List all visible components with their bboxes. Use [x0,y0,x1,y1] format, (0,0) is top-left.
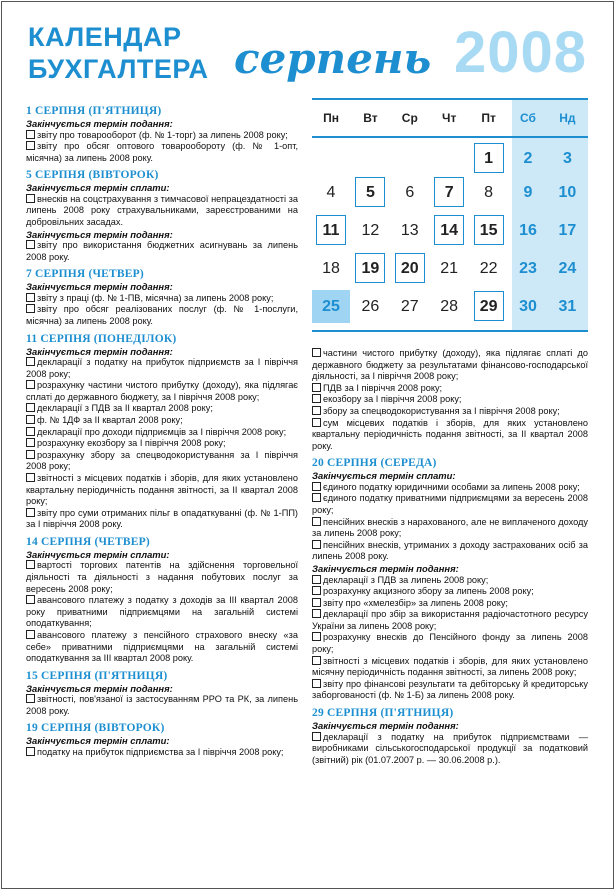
deadline-item [312,383,588,395]
calendar-day-number: 1 [474,143,504,173]
checkbox-icon [312,609,321,618]
calendar-day: 28 [440,298,459,315]
checkbox-icon [312,348,321,357]
checkbox-icon [26,630,35,639]
calendar-day [430,176,468,209]
deadline-item [312,348,588,383]
checkbox-icon [312,493,321,502]
deadline-item-text: звіту про «хмелезбір» за липень 2008 року; [323,597,508,608]
deadline-subheading: Закінчується термін подання: [26,281,173,293]
checkbox-icon [312,732,321,741]
checkbox-icon [26,560,35,569]
page-header [2,2,615,98]
weekday-header: Ср [401,111,418,125]
deadline-item [26,450,298,473]
calendar-day: 9 [523,184,533,201]
deadline-item [312,482,588,494]
deadline-item [26,473,298,508]
checkbox-icon [312,406,321,415]
deadline-subheading: Закінчується термін подання: [26,345,173,357]
checkbox-icon [312,383,321,392]
deadline-item-text: пенсійних внесків, утриманих з доходу застрахованих осіб за липень 2008 року. [312,539,588,562]
calendar-day: 10 [558,184,577,201]
calendar-day-number: 15 [474,215,504,245]
calendar-day: 27 [400,298,419,315]
calendar-day [470,290,508,323]
deadline-item [312,586,588,598]
deadline-item [26,130,298,142]
checkbox-icon [312,418,321,427]
checkbox-icon [26,508,35,517]
date-heading: 11 СЕРПНЯ (ПОНЕДІЛОК) [26,332,177,345]
deadline-item [312,493,588,516]
title-line-2: БУХГАЛТЕРА [28,54,209,84]
deadline-item-text: декларації з ПДВ за липень 2008 року; [323,574,489,585]
calendar-day: 4 [326,184,336,201]
deadline-item [312,598,588,610]
year-title: 2008 [454,20,588,85]
calendar-day-number: 11 [316,215,346,245]
deadline-item [26,747,298,759]
date-heading: 19 СЕРПНЯ (ВІВТОРОК) [26,722,165,735]
deadline-item-text: звіту про суми отриманих пільг в опадаткуванні (ф. № 1-ПП) за І півріччя 2008 року. [26,507,298,530]
checkbox-icon [312,482,321,491]
checkbox-icon [26,240,35,249]
deadline-item [26,357,298,380]
calendar-day: 22 [479,260,498,277]
checkbox-icon [26,415,35,424]
date-heading: 29 СЕРПНЯ (П'ЯТНИЦЯ) [312,707,454,720]
deadline-item [312,418,588,453]
deadline-item-text: звітності, пов'язаної із застосуванням РРО та РК, за липень 2008 року. [26,694,298,716]
deadline-item [312,656,588,679]
deadline-item-text: сум місцевих податків і зборів, для яких установлено квартальну періодичність подання звітності, за ІІ квартал 2008 року. [312,417,588,451]
deadline-item [312,609,588,632]
deadline-item-text: декларації з податку на прибуток підприємств за І півріччя 2008 року; [26,357,298,379]
deadline-item [26,194,298,229]
date-heading: 5 СЕРПНЯ (ВІВТОРОК) [26,169,159,182]
deadline-item-text: декларації з ПДВ за ІІ квартал 2008 року; [37,403,213,414]
deadline-item [26,595,298,630]
deadline-item-text: розрахунку акцизного збору за липень 2008 року; [323,586,534,597]
deadline-item-text: авансового платежу з податку з доходів за ІІІ квартал 2008 року приватними підприємцями на загальній системі оподаткування; [26,595,298,629]
date-heading: 7 СЕРПНЯ (ЧЕТВЕР) [26,268,144,281]
calendar-day: 8 [484,184,494,201]
deadline-subheading: Закінчується термін сплати: [312,470,456,482]
deadline-subheading: Закінчується термін сплати: [26,548,170,560]
checkbox-icon [26,427,35,436]
checkbox-icon [26,141,35,150]
calendar-day-number: 7 [434,177,464,207]
deadline-item-text: декларації про збір за використання радіочастотного ресурсу України за липень 2008 року; [312,609,588,631]
checkbox-icon [312,632,321,641]
deadline-subheading: Закінчується термін сплати: [26,182,170,194]
right-deadlines-column [312,348,588,766]
deadline-item [312,575,588,587]
deadline-item-text: звіту про товарооборот (ф. № 1-торг) за липень 2008 року; [37,129,288,140]
calendar-day-number: 5 [355,177,385,207]
deadline-subheading: Закінчується термін подання: [312,720,459,732]
deadline-item [26,240,298,263]
checkbox-icon [312,517,321,526]
deadline-item-text: звіту з праці (ф. № 1-ПВ, місячна) за липень 2008 року; [37,292,274,303]
checkbox-icon [312,656,321,665]
deadline-item-text: розрахунку частини чистого прибутку (доходу), яка підлягає сплаті до державного бюджету, за І півріччя 2008 року; [26,380,298,402]
deadline-item-text: звіту про обсяг реалізованих послуг (ф. № 1-послуги, місячна) за липень 2008 року. [26,304,298,326]
checkbox-icon [312,586,321,595]
checkbox-icon [312,394,321,403]
calendar-day: 25 [312,290,350,323]
deadline-item-text: внесків на соцстрахування з тимчасової непрацездатності за липень 2008 року страхувальниками, зареєстрованими на добровільних засадах. [26,193,298,227]
calendar-day [470,214,508,247]
deadline-item [26,560,298,595]
deadline-item-text: розрахунку екозбору за І півріччя 2008 року; [37,438,226,449]
deadline-item-text: звіту про фінансові результати та дебіторську й кредиторську заборгованості (ф. № 1-Б) за липень 2008 року. [312,678,588,701]
deadline-item [26,304,298,327]
deadline-item [26,508,298,531]
deadline-item [312,540,588,563]
checkbox-icon [26,473,35,482]
checkbox-icon [26,450,35,459]
deadline-subheading: Закінчується термін подання: [26,118,173,129]
calendar-day [470,142,508,175]
calendar-day: 3 [562,150,572,167]
checkbox-icon [26,380,35,389]
checkbox-icon [26,403,35,412]
deadline-subheading: Закінчується термін сплати: [26,735,170,747]
deadline-item [26,403,298,415]
calendar-page [1,1,614,889]
checkbox-icon [26,747,35,756]
deadline-item-text: вартості торгових патентів на здійснення торговельної діяльності та діяльності з надання побутових послуг за вересень 2008 року; [26,560,298,594]
deadline-item-text: звітності з місцевих податків і зборів, для яких установлено місячну періодичність подання звітності, за липень 2008 року; [312,655,588,678]
deadline-item-text: декларації з податку на прибуток підприємствами — виробниками сільськогосподарської продукції за податковий (звітний) рік (01.07.2007 р. — 30.06.2008 р.). [312,731,588,765]
calendar-day: 2 [523,150,533,167]
deadline-item-text: звіту про обсяг оптового товарообороту (ф. № 1-опт, місячна) за липень 2008 року. [26,141,298,163]
deadline-item-text: звіту про використання бюджетних асигнувань за липень 2008 року. [26,240,298,262]
weekday-header: Вт [363,111,378,125]
calendar-bottom-rule [312,330,588,332]
calendar-day: 21 [440,260,459,277]
checkbox-icon [26,438,35,447]
deadline-item [312,632,588,655]
calendar-day: 31 [558,298,577,315]
checkbox-icon [26,293,35,302]
date-heading: 15 СЕРПНЯ (П'ЯТНИЦЯ) [26,669,168,682]
deadline-item-text: податку на прибуток підприємства за І півріччя 2008 року; [37,746,284,757]
checkbox-icon [26,304,35,313]
calendar-day-number: 19 [355,253,385,283]
calendar-day: 30 [519,298,537,315]
deadline-item [26,438,298,450]
deadline-item [312,406,588,418]
deadline-item [26,141,298,164]
date-heading: 20 СЕРПНЯ (СЕРЕДА) [312,457,437,470]
deadline-item-text: екозбору за І півріччя 2008 року; [323,394,462,405]
deadline-item-text: звітності з місцевих податків і зборів, для яких установлено квартальну періодичність подання звітності, за ІІ квартал 2008 року; [26,472,298,507]
calendar-day: 16 [519,222,537,239]
calendar-day: 24 [558,260,577,277]
calendar-day [351,176,389,209]
deadline-item-text: збору за спецводокористування за І півріччя 2008 року; [323,405,560,416]
left-deadlines-column [26,100,298,759]
checkbox-icon [312,598,321,607]
checkbox-icon [26,194,35,203]
deadline-item-text: декларації про доходи підприємців за І півріччя 2008 року; [37,426,287,437]
calendar-day [312,214,350,247]
weekday-header: Нд [559,111,576,125]
calendar-day: 13 [400,222,419,239]
deadline-item [312,394,588,406]
calendar-day: 6 [405,184,415,201]
deadline-item-text: авансового платежу з пенсійного страхового внеску «за себе» приватними підприємцями на загальній системі оподаткування за ІІІ квартал 2008 року. [26,630,298,664]
calendar-day [391,252,429,285]
month-title: серпень [234,34,432,83]
deadline-item-text: ф. № 1ДФ за ІІ квартал 2008 року; [37,415,183,425]
checkbox-icon [26,130,35,139]
deadline-subheading: Закінчується термін подання: [26,682,173,694]
deadline-item [312,679,588,702]
checkbox-icon [26,694,35,703]
deadline-item-text: розрахунку збору за спецводокористування за І півріччя 2008 року; [26,449,298,472]
checkbox-icon [312,575,321,584]
calendar-day: 23 [519,260,537,277]
deadline-item [26,293,298,305]
month-calendar-grid [312,98,588,330]
date-heading: 1 СЕРПНЯ (П'ЯТНИЦЯ) [26,105,162,117]
calendar-day: 12 [361,222,380,239]
calendar-day: 18 [322,260,340,277]
calendar-day-number: 20 [395,253,425,283]
weekday-header: Чт [442,111,457,125]
deadline-item [312,517,588,540]
deadline-item [26,630,298,665]
deadline-item [26,694,298,717]
deadline-item [26,380,298,403]
checkbox-icon [26,357,35,366]
checkbox-icon [312,679,321,688]
weekday-header: Пн [323,111,339,125]
deadline-subheading: Закінчується термін подання: [312,563,459,574]
deadline-item-text: пенсійних внесків з нарахованого, але не виплаченого доходу за липень 2008 року; [312,516,588,539]
deadline-item-text: ПДВ за І півріччя 2008 року; [323,382,443,393]
deadline-item [26,415,298,427]
date-heading: 14 СЕРПНЯ (ЧЕТВЕР) [26,535,150,548]
checkbox-icon [26,595,35,604]
checkbox-icon [312,540,321,549]
calendar-day: 17 [558,222,577,239]
weekday-header: Сб [520,111,536,125]
calendar-day [351,252,389,285]
deadline-item [26,427,298,439]
deadline-item-text: частини чистого прибутку (доходу), яка підлягає сплаті до державного бюджету за результатами фінансово-господарської діяльності, за І півріччя 2008 року; [312,348,588,382]
calendar-day-number: 29 [474,291,504,321]
deadline-item-text: єдиного податку юридичними особами за липень 2008 року; [323,481,580,492]
calendar-day: 26 [361,298,380,315]
deadline-subheading: Закінчується термін подання: [26,228,173,240]
weekday-header: Пт [481,111,496,125]
deadline-item-text: розрахунку внесків до Пенсійного фонду за липень 2008 року; [312,632,588,655]
deadline-item [312,732,588,767]
calendar-day-number: 14 [434,215,464,245]
calendar-day [430,214,468,247]
deadline-item-text: єдиного податку приватними підприємцями за вересень 2008 року; [312,493,588,516]
title-line-1: КАЛЕНДАР [28,22,182,52]
